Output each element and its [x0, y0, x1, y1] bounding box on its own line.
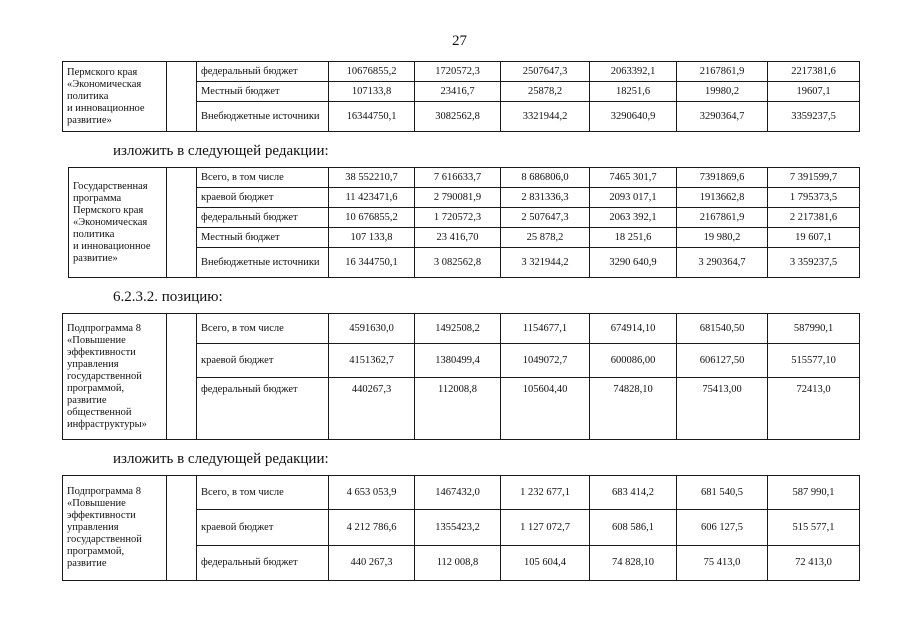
value-cell: 19 980,2 [677, 228, 768, 248]
value-cell: 587 990,1 [768, 476, 860, 510]
budget-table-3 [62, 313, 860, 440]
value-cell: 515577,10 [768, 344, 860, 378]
value-cell: 3082562,8 [415, 102, 501, 132]
value-cell: 25878,2 [501, 82, 590, 102]
value-cell: 1467432,0 [415, 476, 501, 510]
value-cell: 112 008,8 [415, 546, 501, 581]
section-heading: изложить в следующей редакции: [113, 451, 329, 467]
value-cell: 1380499,4 [415, 344, 501, 378]
source-cell: федеральный бюджет [197, 208, 329, 228]
page-number: 27 [452, 33, 467, 49]
source-cell: краевой бюджет [197, 510, 329, 546]
value-cell: 1913662,8 [677, 188, 768, 208]
value-cell: 2 831336,3 [501, 188, 590, 208]
value-cell: 23 416,70 [415, 228, 501, 248]
source-cell: федеральный бюджет [197, 378, 329, 440]
value-cell: 112008,8 [415, 378, 501, 440]
value-cell: 1355423,2 [415, 510, 501, 546]
value-cell: 608 586,1 [590, 510, 677, 546]
value-cell: 25 878,2 [501, 228, 590, 248]
value-cell: 8 686806,0 [501, 168, 590, 188]
program-name-cell: Подпрограмма 8 «Повышение эффективности управления государственной программой, развитие общественной инфраструктуры» [63, 314, 167, 440]
value-cell: 19 607,1 [768, 228, 860, 248]
source-cell: Всего, в том числе [197, 476, 329, 510]
value-cell: 587990,1 [768, 314, 860, 344]
value-cell: 2507647,3 [501, 62, 590, 82]
source-cell: Внебюджетные источники [197, 248, 329, 278]
value-cell: 23416,7 [415, 82, 501, 102]
value-cell: 2 507647,3 [501, 208, 590, 228]
value-cell: 11 423471,6 [329, 188, 415, 208]
blank-cell [167, 476, 197, 581]
value-cell: 19607,1 [768, 82, 860, 102]
value-cell: 75 413,0 [677, 546, 768, 581]
value-cell: 16 344750,1 [329, 248, 415, 278]
value-cell: 7465 301,7 [590, 168, 677, 188]
value-cell: 4 212 786,6 [329, 510, 415, 546]
blank-cell [167, 168, 197, 278]
value-cell: 3290364,7 [677, 102, 768, 132]
value-cell: 2063392,1 [590, 62, 677, 82]
value-cell: 3 321944,2 [501, 248, 590, 278]
value-cell: 10 676855,2 [329, 208, 415, 228]
value-cell: 600086,00 [590, 344, 677, 378]
value-cell: 1154677,1 [501, 314, 590, 344]
source-cell: Всего, в том числе [197, 314, 329, 344]
source-cell: Всего, в том числе [197, 168, 329, 188]
value-cell: 1720572,3 [415, 62, 501, 82]
source-cell: краевой бюджет [197, 344, 329, 378]
source-cell: Местный бюджет [197, 228, 329, 248]
value-cell: 1 795373,5 [768, 188, 860, 208]
source-cell: федеральный бюджет [197, 62, 329, 82]
value-cell: 681 540,5 [677, 476, 768, 510]
value-cell: 683 414,2 [590, 476, 677, 510]
value-cell: 681540,50 [677, 314, 768, 344]
value-cell: 38 552210,7 [329, 168, 415, 188]
value-cell: 1 720572,3 [415, 208, 501, 228]
value-cell: 3290 640,9 [590, 248, 677, 278]
value-cell: 74828,10 [590, 378, 677, 440]
section-heading: 6.2.3.2. позицию: [113, 289, 223, 305]
value-cell: 105 604,4 [501, 546, 590, 581]
value-cell: 4591630,0 [329, 314, 415, 344]
program-name-cell: Подпрограмма 8 «Повышение эффективности управления государственной программой, развитие [63, 476, 167, 581]
value-cell: 18 251,6 [590, 228, 677, 248]
source-cell: Внебюджетные источники [197, 102, 329, 132]
source-cell: Местный бюджет [197, 82, 329, 102]
value-cell: 4151362,7 [329, 344, 415, 378]
blank-cell [167, 62, 197, 132]
value-cell: 7 616633,7 [415, 168, 501, 188]
value-cell: 606127,50 [677, 344, 768, 378]
value-cell: 3 290364,7 [677, 248, 768, 278]
value-cell: 7 391599,7 [768, 168, 860, 188]
value-cell: 2167861,9 [677, 62, 768, 82]
value-cell: 1049072,7 [501, 344, 590, 378]
value-cell: 75413,00 [677, 378, 768, 440]
value-cell: 606 127,5 [677, 510, 768, 546]
value-cell: 105604,40 [501, 378, 590, 440]
value-cell: 19980,2 [677, 82, 768, 102]
program-name-cell: Государственная программа Пермского края «Экономическая политика и инновационное развитие» [69, 168, 167, 278]
blank-cell [167, 314, 197, 440]
value-cell: 2063 392,1 [590, 208, 677, 228]
value-cell: 72 413,0 [768, 546, 860, 581]
value-cell: 3290640,9 [590, 102, 677, 132]
value-cell: 10676855,2 [329, 62, 415, 82]
budget-table-1 [62, 61, 860, 132]
value-cell: 107133,8 [329, 82, 415, 102]
value-cell: 1492508,2 [415, 314, 501, 344]
value-cell: 440267,3 [329, 378, 415, 440]
source-cell: краевой бюджет [197, 188, 329, 208]
value-cell: 4 653 053,9 [329, 476, 415, 510]
value-cell: 2217381,6 [768, 62, 860, 82]
value-cell: 2 217381,6 [768, 208, 860, 228]
value-cell: 674914,10 [590, 314, 677, 344]
section-heading: изложить в следующей редакции: [113, 143, 329, 159]
value-cell: 7391869,6 [677, 168, 768, 188]
program-name-cell: Пермского края «Экономическая политика и инновационное развитие» [63, 62, 167, 132]
value-cell: 1 127 072,7 [501, 510, 590, 546]
budget-table-4 [62, 475, 860, 581]
value-cell: 2 790081,9 [415, 188, 501, 208]
value-cell: 107 133,8 [329, 228, 415, 248]
budget-table-2 [68, 167, 860, 278]
source-cell: федеральный бюджет [197, 546, 329, 581]
value-cell: 440 267,3 [329, 546, 415, 581]
value-cell: 2167861,9 [677, 208, 768, 228]
value-cell: 515 577,1 [768, 510, 860, 546]
value-cell: 3321944,2 [501, 102, 590, 132]
value-cell: 72413,0 [768, 378, 860, 440]
value-cell: 2093 017,1 [590, 188, 677, 208]
value-cell: 3 082562,8 [415, 248, 501, 278]
value-cell: 16344750,1 [329, 102, 415, 132]
value-cell: 1 232 677,1 [501, 476, 590, 510]
value-cell: 74 828,10 [590, 546, 677, 581]
value-cell: 3359237,5 [768, 102, 860, 132]
value-cell: 18251,6 [590, 82, 677, 102]
value-cell: 3 359237,5 [768, 248, 860, 278]
